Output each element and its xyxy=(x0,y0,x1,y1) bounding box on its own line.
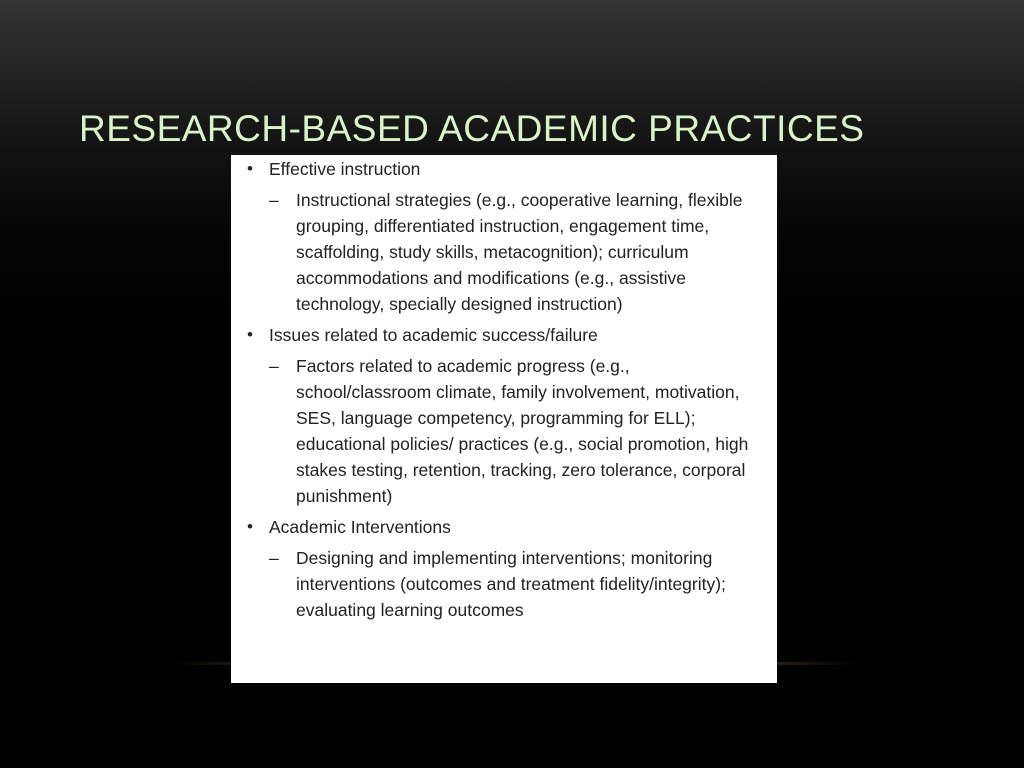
dash-icon: – xyxy=(269,190,279,210)
topic-label: Academic Interventions xyxy=(269,517,451,537)
bullet-icon: • xyxy=(247,325,253,344)
content-image xyxy=(231,155,777,683)
dash-icon: – xyxy=(269,548,279,568)
slide-title: RESEARCH-BASED ACADEMIC PRACTICES xyxy=(79,108,865,149)
topic-detail-row xyxy=(247,353,767,509)
topic-detail: Instructional strategies (e.g., cooperative learning, flexible grouping, differentiated instruction, engagement time, scaffolding, study skills, metacognition); curriculum accommodations and modifications (e.g., assistive technology, specially designed instruction) xyxy=(296,190,743,314)
topic-heading-row xyxy=(247,514,767,540)
topic-academic-success-failure xyxy=(247,322,767,509)
topic-detail: Factors related to academic progress (e.g., school/classroom climate, family involvement, motivation, SES, language competency, programming for ELL); educational policies/ practices (e.g., social promotion, high stakes testing, retention, tracking, zero tolerance, corporal punishment) xyxy=(296,356,749,506)
topic-label: Effective instruction xyxy=(269,159,421,179)
topic-detail: Designing and implementing interventions; monitoring interventions (outcomes and treatment fidelity/integrity); evaluating learning outcomes xyxy=(296,548,726,620)
topic-effective-instruction xyxy=(247,156,767,317)
topic-label: Issues related to academic success/failure xyxy=(269,325,598,345)
topic-detail-row xyxy=(247,187,767,317)
topic-heading-row xyxy=(247,322,767,348)
topic-heading-row xyxy=(247,156,767,182)
topic-detail-row xyxy=(247,545,767,623)
dash-icon: – xyxy=(269,356,279,376)
bullet-icon: • xyxy=(247,517,253,536)
bullet-icon: • xyxy=(247,159,253,178)
topic-academic-interventions xyxy=(247,514,767,623)
